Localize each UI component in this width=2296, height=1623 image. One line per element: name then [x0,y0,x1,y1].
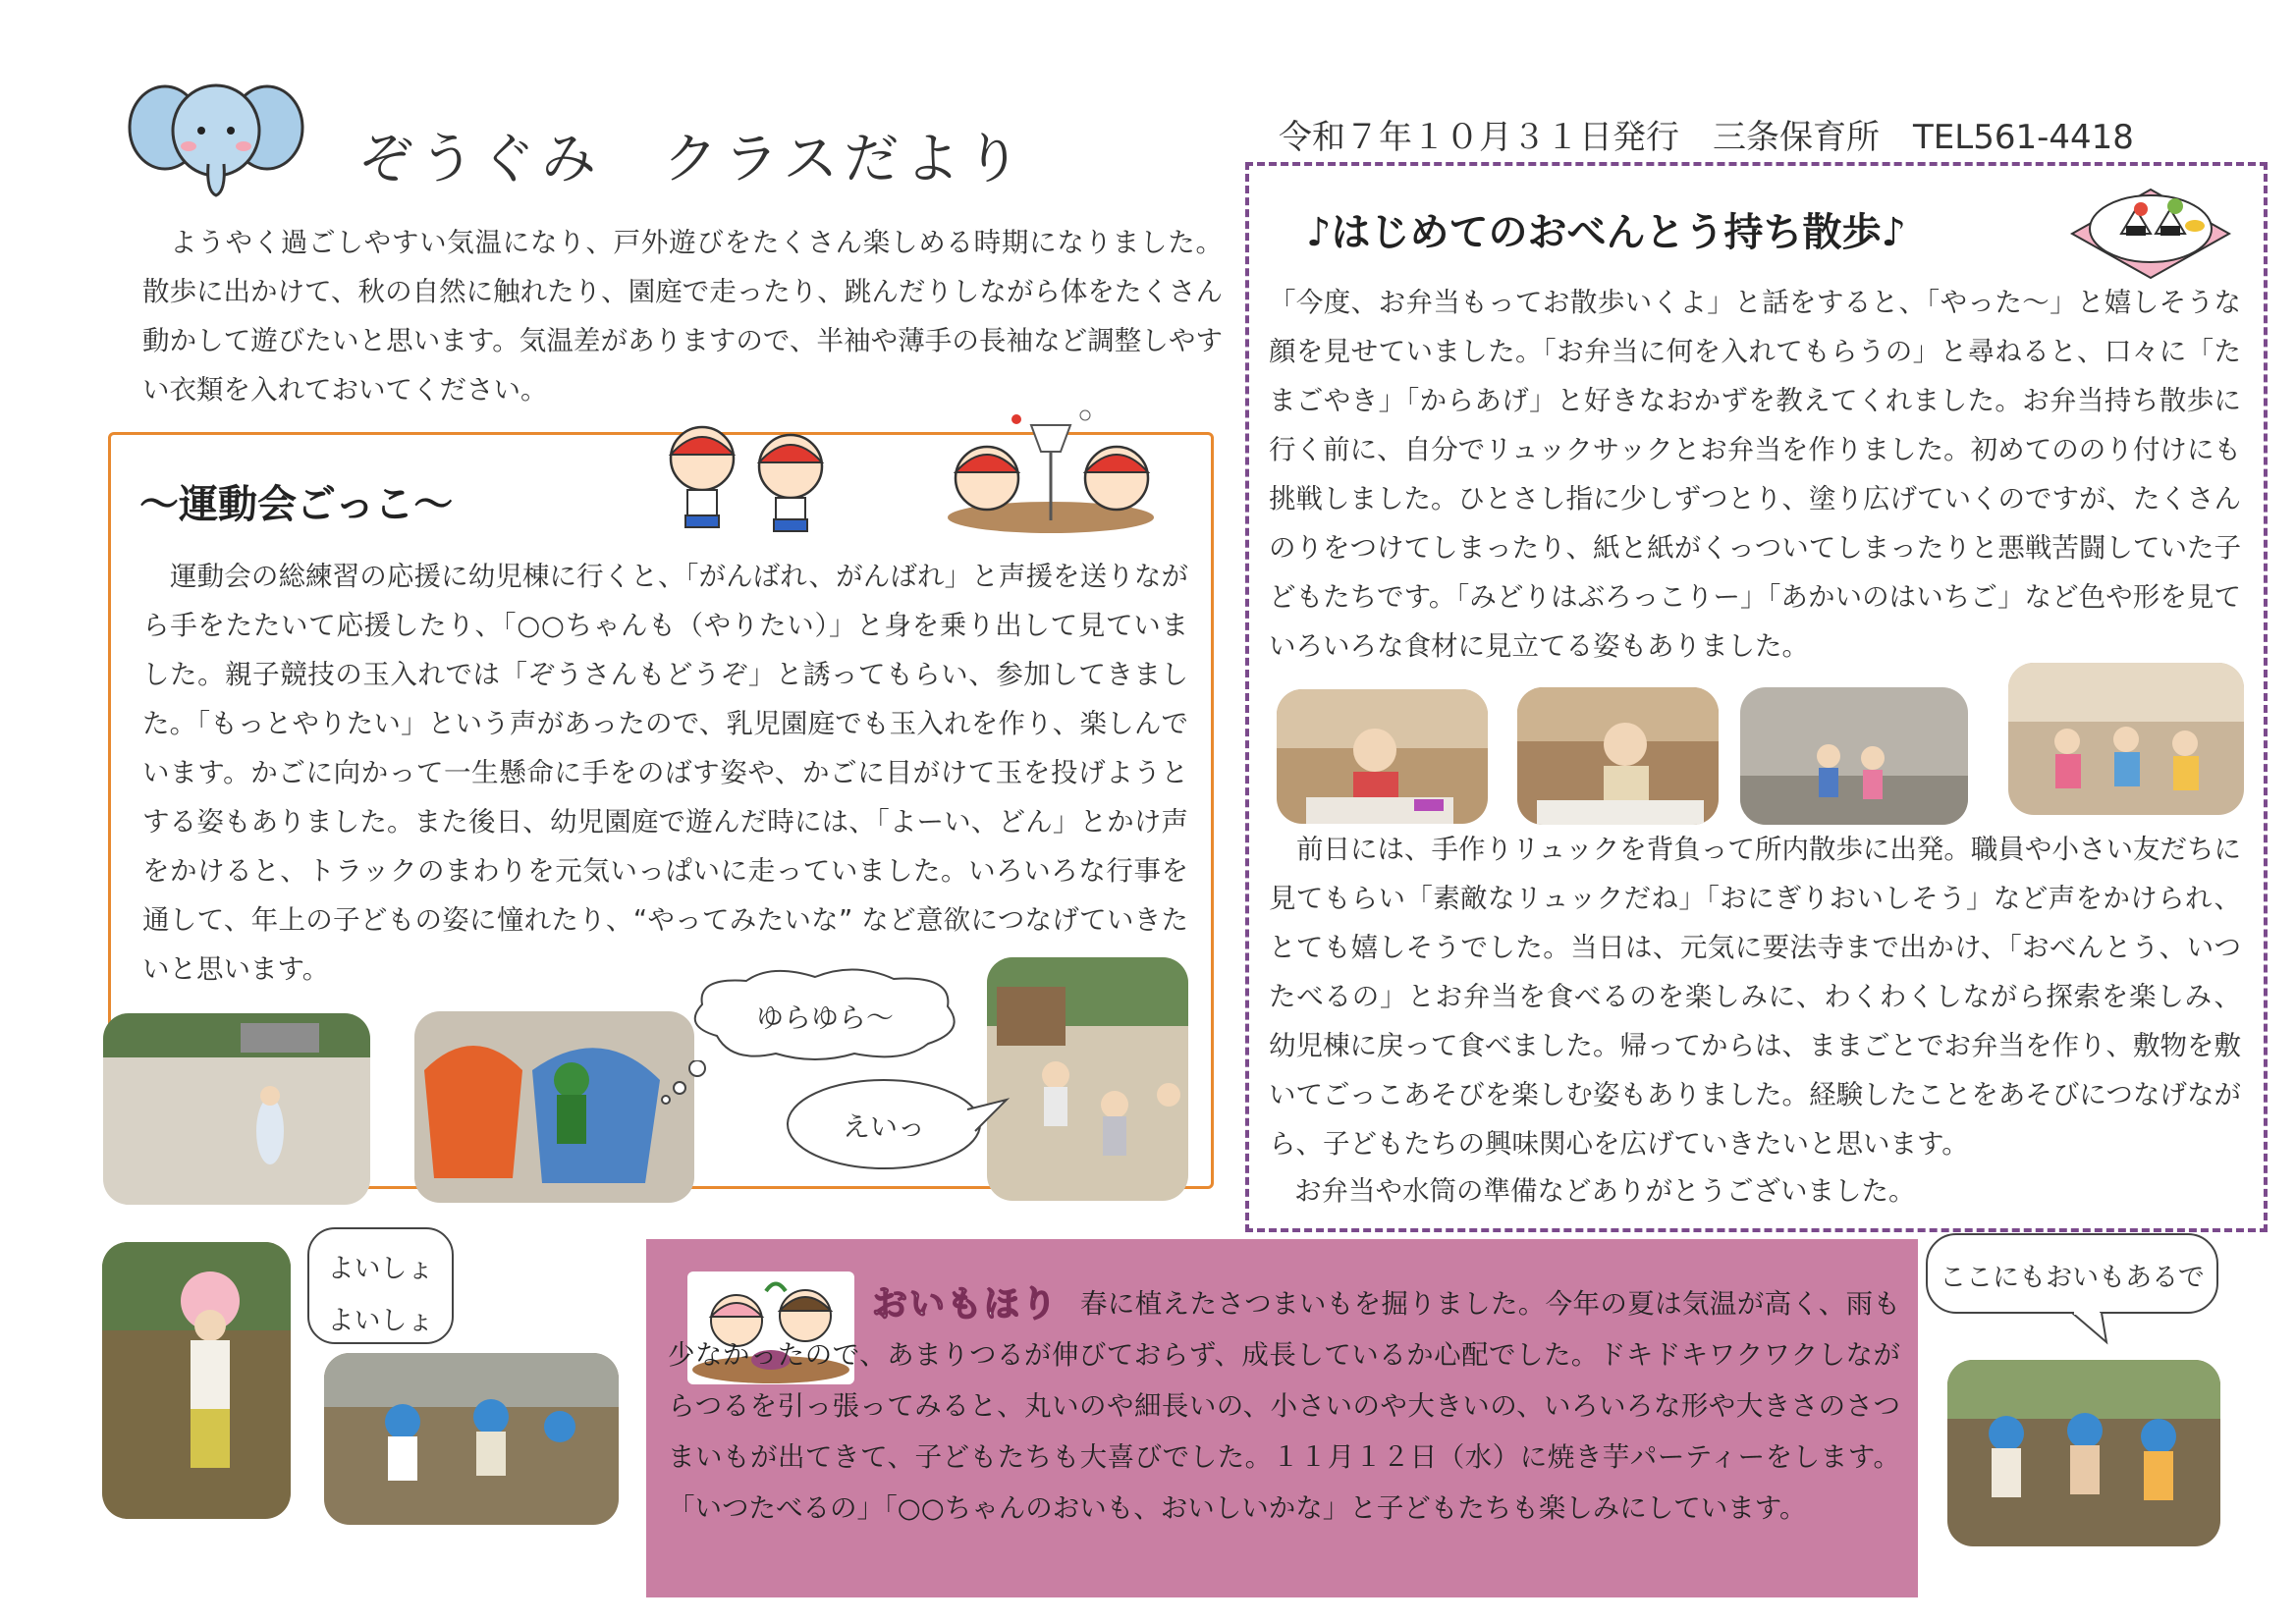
thought-dots [658,1060,707,1105]
photo-digging-3 [1947,1360,2220,1546]
sports-section-body [142,552,1188,994]
photo-playground [987,957,1188,1201]
photo-gluing [1517,687,1719,825]
bento-body-2 [1269,825,2241,1168]
bento-text-2: 前日には、手作りリュックを背負って所内散歩に出発。職員や小さい友だちに見てもらい「素敵なリュックだね」「おにぎりおいしそう」など声をかけられ、とても嬉しそうでした。当日は、元気に要法寺まで出かけ、「おべんとう、いつたべるの」とお弁当を食べるのを楽しみに、わくわくしながら探索を楽しみ、幼児棟に戻って食べました。帰ってからは、ままごとでお弁当を作り、敷物を敷いてごっこあそびを楽しむ姿もありました。経験したことをあそびにつなげながら、子どもたちの興味関心を広げていきたいと思います。 [1269,834,2241,1160]
photo-room-walk [2008,663,2244,815]
speech-bubble-ei [781,1070,1011,1173]
photo-rocking-toy [414,1011,694,1203]
bubble-yoisho-text-1: よいしょ [327,1254,434,1284]
intro-paragraph [142,218,1223,414]
bento-section-title: ♪はじめてのおべんとう持ち散歩♪ [1306,210,1907,255]
sports-section-title: ～運動会ごっこ～ [139,482,454,527]
bubble-ei-text: えいっ [842,1110,925,1143]
speech-bubble-kokonimo [1925,1232,2219,1345]
issue-info: 令和７年１０月３１日発行 三条保育所 TEL561-4418 [1279,118,2134,157]
bento-box-illustration [2062,175,2239,283]
thought-cloud-yurayura [678,967,972,1065]
ball-toss-kids-illustration [938,407,1164,535]
imo-text: 春に植えたさつまいもを掘りました。今年の夏は気温が高く、雨も少なかったので、あまりつるが伸びておらず、成長しているか心配でした。ドキドキワクワクしながらつるを引っ張ってみると、丸いのや細長いの、小さいのや大きいの、いろいろな形や大きさのさつまいもが出てきて、子どもたちも大喜びでした。１１月１２日（水）に焼き芋パーティーをします。「いつたべるの」「○○ちゃんのおいも、おいしいかな」と子どもたちも楽しみにしています。 [668,1288,1900,1524]
imo-section-body [668,1278,1900,1534]
photo-hallway-walk [1740,687,1968,825]
photo-digging-1 [102,1242,291,1519]
bubble-yoisho-text-2: よいしょ [327,1306,434,1336]
bento-thanks: お弁当や水筒の準備などありがとうございました。 [1294,1175,1916,1207]
intro-text: ようやく過ごしやすい気温になり、戸外遊びをたくさん楽しめる時期になりました。散歩に出かけて、秋の自然に触れたり、園庭で走ったり、跳んだりしながら体をたくさん動かして遊びたいと思います。気温差がありますので、半袖や薄手の長袖など調整しやすい衣類を入れておいてください。 [142,227,1223,406]
sports-text: 運動会の総練習の応援に幼児棟に行くと、「がんばれ、がんばれ」と声援を送りながら手をたたいて応援したり、「○○ちゃんも（やりたい）」と身を乗り出して見ていました。親子競技の玉入れでは「ぞうさんもどうぞ」と誘ってもらい、参加してきました。「もっとやりたい」という声があったので、乳児園庭でも玉入れを作り、楽しんでいます。かごに向かって一生懸命に手をのばす姿や、かごに目がけて玉を投げようとする姿もありました。また後日、幼児園庭で遊んだ時には、「よーい、どん」とかけ声をかけると、トラックのまわりを元気いっぱいに走っていました。いろいろな行事を通して、年上の子どもの姿に憧れたり、“やってみたいな” など意欲につなげていきたいと思います。 [142,561,1188,985]
bento-text-1: 「今度、お弁当もってお散歩いくよ」と話をすると、「やった～」と嬉しそうな顔を見せていました。「お弁当に何を入れてもらうの」と尋ねると、口々に「たまごやき」「からあげ」と好きなおかずを教えてくれました。お弁当持ち散歩に行く前に、自分でリュックサックとお弁当を作りました。初めてののり付けにも挑戦しました。ひとさし指に少しずつとり、塗り広げていくのですが、たくさんのりをつけてしまったり、紙と紙がくっついてしまったりと悪戦苦闘していた子どもたちです。「みどりはぶろっこりー」「あかいのはいちご」など色や形を見ていろいろな食材に見立てる姿もありました。 [1269,287,2241,662]
elephant-icon [128,74,304,201]
speech-bubble-yoisho [307,1227,454,1344]
photo-digging-2 [324,1353,619,1525]
imo-section-title: おいもほり [872,1284,1060,1325]
bubble-kokonimo-text: ここにもおいもあるで [1940,1263,2205,1293]
photo-making-bento [1277,689,1488,824]
page-title: ぞうぐみ クラスだより [358,128,1027,191]
bento-body-1 [1269,278,2241,671]
photo-child-running [103,1013,370,1205]
bubble-yurayura-text: ゆらゆら～ [755,1001,894,1034]
running-kids-illustration [648,417,849,540]
